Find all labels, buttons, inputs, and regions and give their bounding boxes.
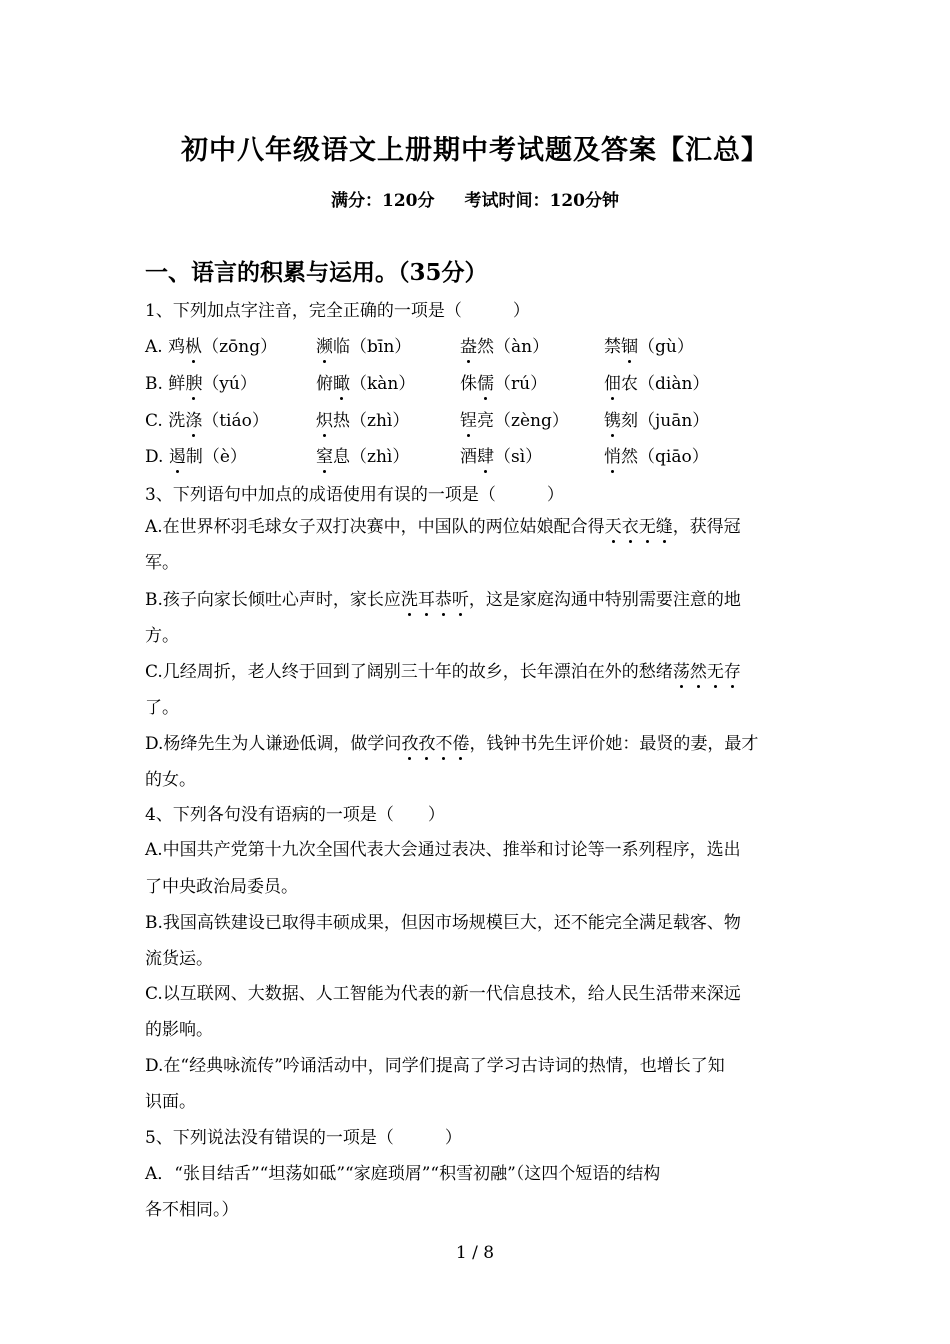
question-4-line: 了中央政治局委员。 [145, 877, 298, 897]
q1-option-item [316, 369, 415, 394]
dotted-char: 瞰 [333, 369, 350, 394]
option-suffix: 临（bīn） [333, 337, 412, 357]
dotted-char: 听 [452, 585, 469, 610]
dotted-char: 锃 [460, 406, 477, 431]
q1-option-item [604, 442, 709, 467]
option-suffix: 息（zhì） [333, 447, 410, 467]
option-suffix: 然（qiāo） [621, 447, 709, 467]
dotted-char: 镌 [604, 406, 621, 431]
dotted-char: 荡 [673, 657, 690, 682]
option-suffix: 亮（zèng） [477, 411, 569, 431]
option-text: ，获得冠 [672, 517, 741, 537]
question-3-stem: 3、下列语句中加点的成语使用有误的一项是（ ） [145, 485, 564, 505]
dotted-char: 炽 [316, 406, 333, 431]
dotted-char: 腴 [185, 369, 202, 394]
option-prefix: 禁 [604, 337, 621, 357]
q1-option-item [604, 369, 709, 394]
q1-option-item [460, 406, 569, 431]
option-suffix: （sì） [494, 447, 543, 467]
dotted-char: 悄 [604, 442, 621, 467]
question-4-line: D.在“经典咏流传”吟诵活动中，同学们提高了学习古诗词的热情，也增长了知 [145, 1056, 725, 1076]
q1-option-item [145, 369, 257, 394]
dotted-char: 衣 [622, 512, 639, 537]
q1-option-item [145, 332, 277, 357]
option-suffix: （kàn） [350, 374, 416, 394]
option-text: C.几经周折，老人终于回到了阔别三十年的故乡，长年漂泊在外的愁绪 [145, 662, 673, 682]
dotted-char: 窒 [316, 442, 333, 467]
dotted-idiom [673, 662, 741, 682]
dotted-char: 耳 [418, 585, 435, 610]
dotted-char: 恭 [435, 585, 452, 610]
section-heading: 一、语言的积累与运用。（35分） [145, 259, 488, 286]
question-3-option-d-cont: 的女。 [145, 770, 196, 790]
option-prefix: 俯 [316, 374, 333, 394]
dotted-char: 遏 [169, 442, 186, 467]
option-text: ，钱钟书先生评价她：最贤的妻，最才 [469, 734, 759, 754]
option-text: A.在世界杯羽毛球女子双打决赛中，中国队的两位姑娘配合得 [145, 517, 605, 537]
question-3-option-c-cont: 了。 [145, 698, 179, 718]
option-suffix: 热（zhì） [333, 411, 410, 431]
dotted-char: 肆 [477, 442, 494, 467]
dotted-char: 无 [707, 657, 724, 682]
dotted-char: 不 [435, 729, 452, 754]
question-3-option-b [145, 585, 741, 610]
question-3-option-d [145, 729, 758, 754]
option-prefix: B. 鲜 [145, 374, 186, 394]
page-number: 1 / 8 [455, 1243, 495, 1263]
dotted-char: 然 [690, 657, 707, 682]
question-5-stem: 5、下列说法没有错误的一项是（ ） [145, 1128, 462, 1148]
dotted-char: 濒 [316, 332, 333, 357]
option-suffix: （rú） [494, 374, 548, 394]
question-4-line: 识面。 [145, 1092, 196, 1112]
question-4-stem: 4、下列各句没有语病的一项是（ ） [145, 805, 445, 825]
option-text: B.孩子向家长倾吐心声时，家长应 [145, 590, 401, 610]
option-prefix: 酒 [460, 447, 477, 467]
dotted-idiom [401, 590, 469, 610]
q1-option-item [460, 369, 547, 394]
question-5-line: A．“张目结舌”“坦荡如砥”“家庭琐屑”“积雪初融”（这四个短语的结构 [145, 1164, 661, 1184]
question-3-option-c [145, 657, 741, 682]
option-text: ，这是家庭沟通中特别需要注意的地 [468, 590, 741, 610]
option-prefix: C. 洗 [145, 411, 186, 431]
dotted-char: 天 [605, 512, 622, 537]
question-3-option-a [145, 512, 741, 537]
option-suffix: 制（è） [185, 447, 247, 467]
option-prefix: D. [145, 447, 169, 467]
dotted-char: 倦 [452, 729, 469, 754]
dotted-idiom [605, 517, 673, 537]
dotted-char: 锢 [621, 332, 638, 357]
dotted-char: 缝 [656, 512, 673, 537]
option-prefix: 侏 [460, 374, 477, 394]
dotted-char: 枞 [185, 332, 202, 357]
full-score: 满分：120分 [331, 191, 435, 211]
question-5-line: 各不相同。） [145, 1200, 239, 1220]
q1-option-item [316, 442, 409, 467]
option-suffix: 刻（juān） [621, 411, 710, 431]
q1-option-item [316, 332, 411, 357]
exam-time: 考试时间：120分钟 [464, 191, 619, 211]
dotted-char: 存 [724, 657, 741, 682]
q1-option-item [604, 406, 709, 431]
q1-option-item [460, 332, 549, 357]
option-suffix: 农（diàn） [621, 374, 710, 394]
question-4-line: C.以互联网、大数据、人工智能为代表的新一代信息技术，给人民生活带来深远 [145, 984, 741, 1004]
dotted-char: 涤 [185, 406, 202, 431]
option-suffix: （zōng） [202, 337, 278, 357]
page-title: 初中八年级语文上册期中考试题及答案【汇总】 [181, 135, 769, 166]
q1-option-item [604, 332, 694, 357]
dotted-char: 无 [639, 512, 656, 537]
q1-option-item [145, 406, 269, 431]
option-suffix: （gù） [638, 337, 694, 357]
q1-option-item [145, 442, 247, 467]
q1-option-item [460, 442, 542, 467]
q1-option-item [316, 406, 409, 431]
option-suffix: （tiáo） [202, 411, 269, 431]
dotted-char: 盎 [460, 332, 477, 357]
option-prefix: A. 鸡 [145, 337, 186, 357]
option-text: D.杨绛先生为人谦逊低调，做学问 [145, 734, 402, 754]
option-suffix: 然（àn） [477, 337, 550, 357]
question-4-line: A.中国共产党第十九次全国代表大会通过表决、推举和讨论等一系列程序，选出 [145, 840, 741, 860]
question-4-line: 流货运。 [145, 949, 213, 969]
question-4-line: B.我国高铁建设已取得丰硕成果，但因市场规模巨大，还不能完全满足载客、物 [145, 913, 741, 933]
dotted-char: 儒 [477, 369, 494, 394]
dotted-char: 佃 [604, 369, 621, 394]
dotted-idiom [401, 734, 469, 754]
dotted-char: 洗 [401, 585, 418, 610]
exam-info [0, 186, 950, 211]
dotted-char: 孜 [418, 729, 435, 754]
question-1-stem: 1、下列加点字注音，完全正确的一项是（ ） [145, 301, 530, 321]
question-3-option-a-cont: 军。 [145, 553, 179, 573]
question-3-option-b-cont: 方。 [145, 626, 179, 646]
question-4-line: 的影响。 [145, 1020, 213, 1040]
dotted-char: 孜 [401, 729, 418, 754]
option-suffix: （yú） [202, 374, 257, 394]
